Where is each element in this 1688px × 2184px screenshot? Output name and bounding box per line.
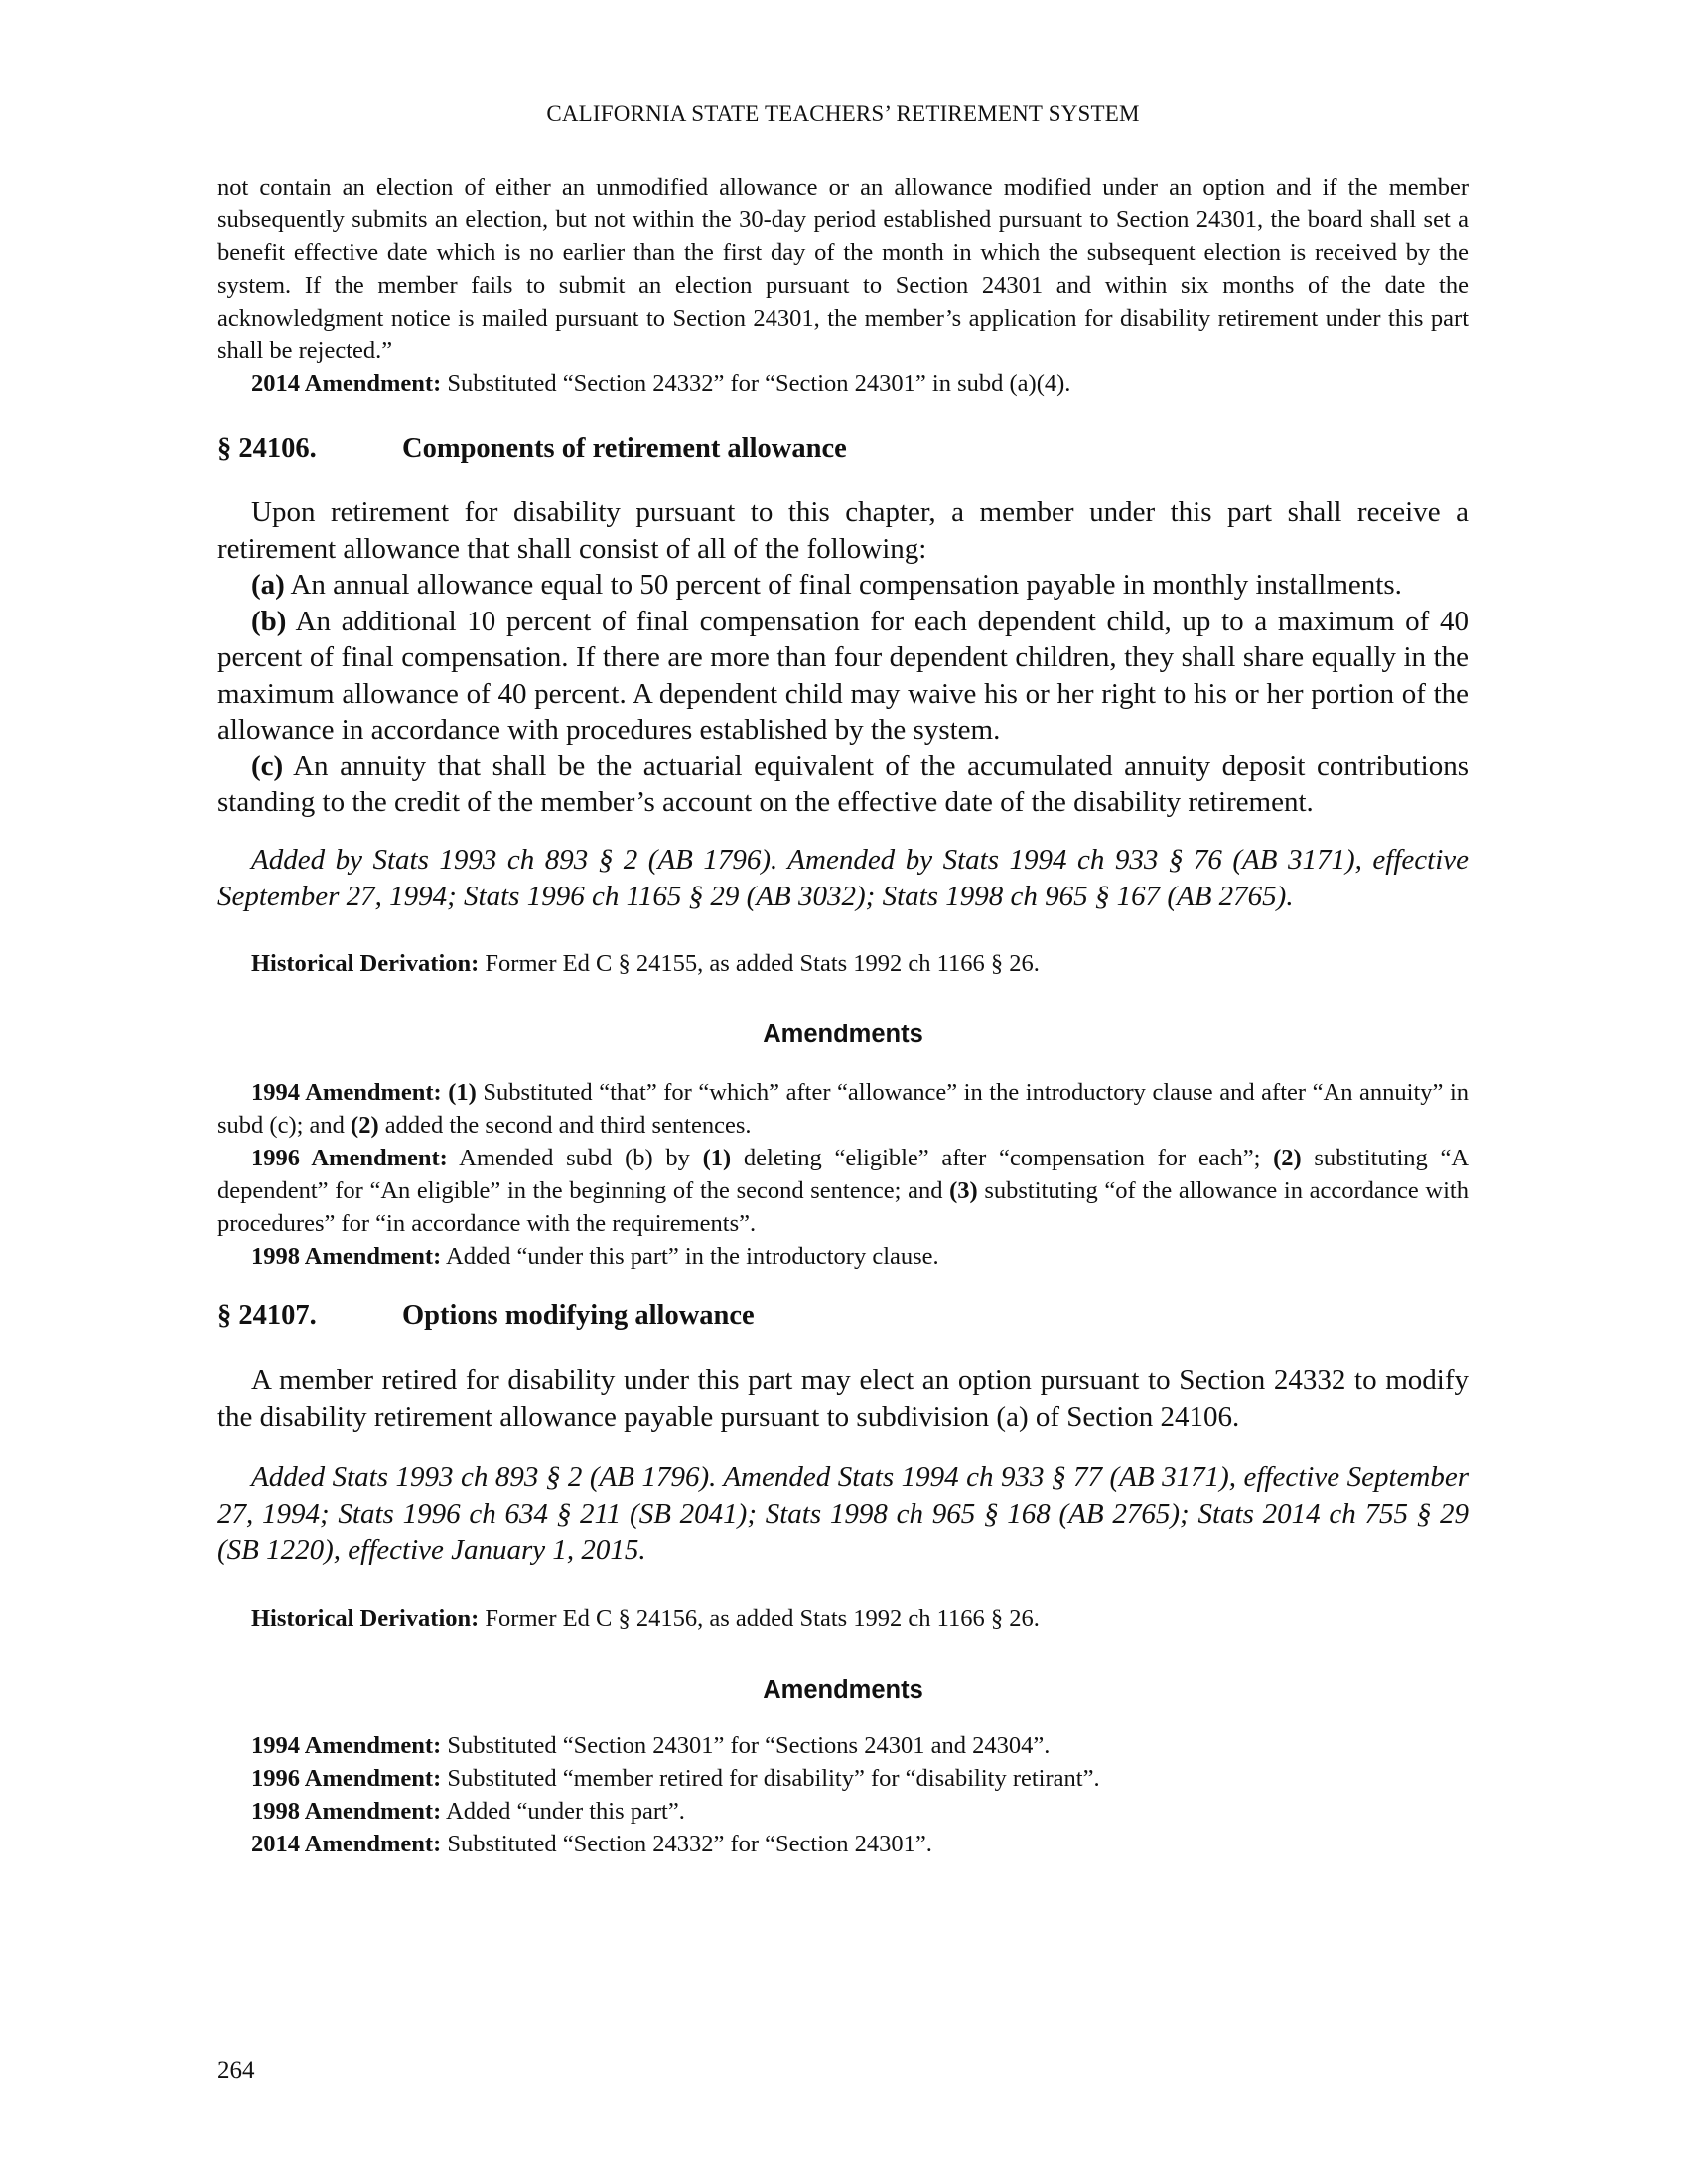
section-number: § 24107. <box>217 1300 317 1331</box>
section-24106-body <box>217 494 1469 821</box>
subdivision-a <box>217 567 1469 604</box>
enumeration-marker: (3) <box>949 1177 978 1204</box>
amendment-text-run: Amended subd (b) by <box>447 1145 703 1171</box>
enumeration-marker: (2) <box>1273 1145 1302 1171</box>
page-number: 264 <box>217 2057 255 2084</box>
amendment-label: 1996 Amendment: <box>251 1765 442 1792</box>
section-24107-heading <box>217 1300 755 1332</box>
section-text: A member retired for disability under this part may elect an option pursuant to Section 24332 to modify the disability retirement allowance payable pursuant to subdivision (a) of Section 24106. <box>217 1364 1469 1433</box>
derivation-text: Former Ed C § 24156, as added Stats 1992 ch 1166 § 26. <box>479 1605 1040 1632</box>
amendment-text: Substituted “Section 24332” for “Section 24301”. <box>441 1831 932 1857</box>
amendment-1994 <box>217 1729 1469 1762</box>
amendment-text-run: substituting “A dependent” for “An eligible” in the beginning of the second sentence; and <box>217 1145 1470 1204</box>
subdivision-label: (c) <box>251 750 284 782</box>
amendment-text-run: substituting “of the allowance in accordance with procedures” for “in accordance with the requirements”. <box>217 1177 1469 1237</box>
amendment-text: Substituted “member retired for disability” for “disability retirant”. <box>441 1765 1100 1792</box>
historical-derivation <box>217 1602 1469 1635</box>
subdivision-text: An annuity that shall be the actuarial equivalent of the accumulated annuity deposit contributions standing to the credit of the member’s account on the effective date of the disability retirement. <box>217 750 1469 818</box>
section-24107-amendments <box>217 1729 1469 1860</box>
continued-paragraph: not contain an election of either an unmodified allowance or an allowance modified under an option and if the member subsequently submits an election, but not within the 30-day period established pursuant to Section 24301, the board shall set a benefit effective date which is no earlier than the first day of the month in which the subsequent election is received by the system. If the member fails to submit an election pursuant to Section 24301 and within six months of the date the acknowledgment notice is mailed pursuant to Section 24301, the member’s application for disability retirement under this part shall be rejected.” <box>217 174 1469 364</box>
continued-amendment <box>217 367 1469 400</box>
amendment-text-run: Substituted “that” for “which” after “allowance” in the introductory clause and after “An annuity” in subd (c); and <box>217 1079 1469 1139</box>
amendment-1994 <box>217 1076 1469 1142</box>
amendment-label: 1998 Amendment: <box>251 1243 442 1270</box>
history-note: Added by Stats 1993 ch 893 § 2 (AB 1796). Amended by Stats 1994 ch 933 § 76 (AB 3171), effective September 27, 1994; Stats 1996 ch 1165 § 29 (AB 3032); Stats 1998 ch 965 § 167 (AB 2765). <box>217 844 1469 912</box>
section-title: Options modifying allowance <box>402 1300 755 1331</box>
subdivision-c <box>217 749 1469 821</box>
derivation-label: Historical Derivation: <box>251 950 480 977</box>
amendments-heading: Amendments <box>763 1676 923 1704</box>
subdivision-label: (b) <box>251 605 287 637</box>
amendment-1996 <box>217 1142 1469 1240</box>
amendment-label: 1994 Amendment: <box>251 1732 442 1759</box>
historical-derivation <box>217 947 1469 980</box>
subdivision-b <box>217 604 1469 749</box>
amendment-text-run: deleting “eligible” after “compensation for each”; <box>731 1145 1274 1171</box>
enumeration-marker: (1) <box>702 1145 732 1171</box>
continued-section <box>217 171 1469 400</box>
amendment-2014 <box>217 1828 1469 1860</box>
amendment-label: 1996 Amendment: <box>251 1145 448 1171</box>
subdivision-label: (a) <box>251 569 285 601</box>
amendment-label: 2014 Amendment: <box>251 1831 442 1857</box>
section-24107-derivation <box>217 1602 1469 1635</box>
amendment-text-run: added the second and third sentences. <box>378 1112 752 1139</box>
subdivision-text: An additional 10 percent of final compensation for each dependent child, up to a maximum of 40 percent of final compensation. If there are more than four dependent children, they shall share equally in the maximum allowance of 40 percent. A dependent child may waive his or her right to his or her portion of the allowance in accordance with procedures established by the system. <box>217 605 1469 746</box>
section-number: § 24106. <box>217 433 317 464</box>
history-note: Added Stats 1993 ch 893 § 2 (AB 1796). Amended Stats 1994 ch 933 § 77 (AB 3171), effective September 27, 1994; Stats 1996 ch 634 § 211 (SB 2041); Stats 1998 ch 965 § 168 (AB 2765); Stats 2014 ch 755 § 29 (SB 1220), effective January 1, 2015. <box>217 1461 1469 1566</box>
section-24106-amendments <box>217 1076 1469 1273</box>
subdivision-text: An annual allowance equal to 50 percent of final compensation payable in monthly installments. <box>284 569 1402 601</box>
section-24106-derivation <box>217 947 1469 980</box>
amendments-heading: Amendments <box>763 1021 923 1048</box>
amendment-text: Substituted “Section 24332” for “Section 24301” in subd (a)(4). <box>441 370 1071 397</box>
section-24106-history <box>217 842 1469 914</box>
enumeration-marker: (2) <box>351 1112 379 1139</box>
amendment-label: 2014 Amendment: <box>251 370 442 397</box>
derivation-label: Historical Derivation: <box>251 1605 480 1632</box>
section-24107-history <box>217 1459 1469 1569</box>
derivation-text: Former Ed C § 24155, as added Stats 1992 ch 1166 § 26. <box>479 950 1040 977</box>
section-intro: Upon retirement for disability pursuant to this chapter, a member under this part shall receive a retirement allowance that shall consist of all of the following: <box>217 496 1469 565</box>
section-24106-heading <box>217 433 847 465</box>
enumeration-marker: (1) <box>448 1079 477 1106</box>
amendment-text-run: Added “under this part” in the introductory clause. <box>441 1243 939 1270</box>
amendment-text: Substituted “Section 24301” for “Sections 24301 and 24304”. <box>441 1732 1051 1759</box>
section-title: Components of retirement allowance <box>402 433 847 464</box>
amendment-text <box>441 1243 938 1270</box>
amendment-text: Added “under this part”. <box>441 1798 685 1825</box>
amendment-label: 1998 Amendment: <box>251 1798 442 1825</box>
amendment-label: 1994 Amendment: <box>251 1079 442 1106</box>
section-24107-body <box>217 1362 1469 1434</box>
amendment-1998 <box>217 1240 1469 1273</box>
amendment-1998 <box>217 1795 1469 1828</box>
amendment-1996 <box>217 1762 1469 1795</box>
running-head: CALIFORNIA STATE TEACHERS’ RETIREMENT SYSTEM <box>546 101 1140 126</box>
